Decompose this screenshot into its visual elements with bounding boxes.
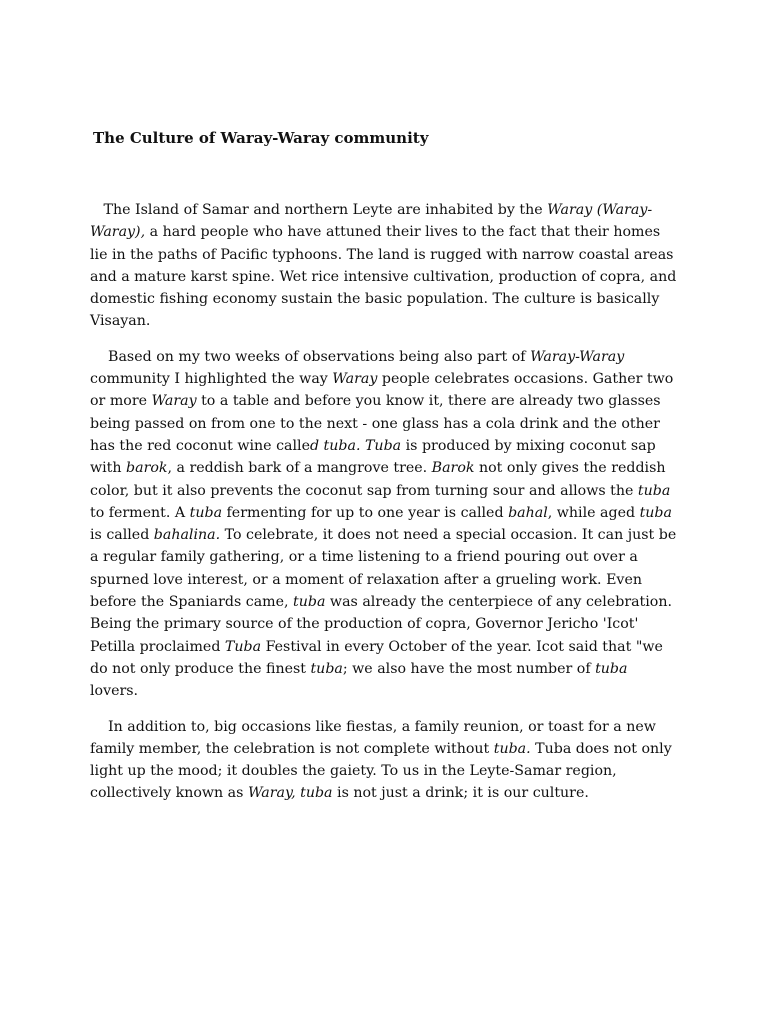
italic-text-run: Waray <box>151 393 197 410</box>
paragraph-indent <box>90 349 108 365</box>
italic-text-run: bahal <box>508 504 548 521</box>
paragraph-indent <box>90 202 104 218</box>
text-run: Festival in every October of the year. Icot said that "we do not only produce the finest <box>90 638 663 677</box>
italic-text-run: tuba. <box>493 740 531 757</box>
text-run: is not just a drink; it is our culture. <box>332 785 589 802</box>
text-run: The Island of Samar and northern Leyte are inhabited by the <box>103 202 548 218</box>
text-run: not only gives the reddish color, but it also prevents the coconut sap from turning sour and allows the <box>90 460 666 499</box>
text-run: , while aged <box>547 504 640 521</box>
italic-text-run: Waray (Waray-Waray), <box>90 202 653 241</box>
italic-text-run: tuba <box>595 660 628 677</box>
italic-text-run: bahalina. <box>153 527 221 544</box>
text-run: to ferment. A <box>90 504 190 521</box>
italic-text-run: tuba <box>639 504 672 521</box>
text-run: To celebrate, it does not need a special occasion. It can just be a regular family gathering, or a time listening to a friend pouring out over a spurned love interest, or a moment of relaxation after a grueling work. Even before the Spaniards came, <box>90 527 677 611</box>
text-run: to a table and before you know it, there are already two glasses being passed on from one to the next - one glass has a cola drink and the other has the red coconut wine calle <box>90 393 661 454</box>
text-run: , a reddish bark of a mangrove tree. <box>167 460 432 477</box>
text-run: lovers. <box>90 683 139 700</box>
paragraph-3 <box>90 716 680 805</box>
italic-text-run: tuba <box>637 482 671 499</box>
text-run: a hard people who have attuned their lives to the fact that their homes lie in the paths of Pacific typhoons. The land is rugged with narrow coastal areas and a mature karst spine. Wet rice intensive cultivation, production of copra, and domestic fishing economy sustain the basic population. The culture is basically Visayan. <box>90 224 677 330</box>
paragraph-1 <box>90 199 680 333</box>
document-body <box>90 199 680 818</box>
text-run: is called <box>90 527 154 544</box>
italic-text-run: d tuba. <box>309 437 361 454</box>
italic-text-run: barok <box>126 460 168 477</box>
italic-text-run: Waray, tuba <box>247 785 333 802</box>
text-run: Based on my two weeks of observations being also part of <box>108 348 531 365</box>
text-run: Tuba does not only light up the mood; it doubles the gaiety. To us in the Leyte-Samar region, collectively known as <box>90 740 672 802</box>
italic-text-run: Tuba <box>364 437 402 454</box>
italic-text-run: Barok <box>431 460 475 477</box>
italic-text-run: Waray-Waray <box>530 348 625 365</box>
text-run: ; we also have the most number of <box>342 660 596 677</box>
text-run: In addition to, big occasions like fiestas, a family reunion, or toast for a new family member, the celebration is not complete without <box>90 718 656 757</box>
text-run: community I highlighted the way <box>90 371 333 388</box>
paragraph-indent <box>90 719 108 735</box>
document-title: The Culture of Waray-Waray community <box>93 129 429 147</box>
italic-text-run: tuba <box>189 504 223 521</box>
text-run: people celebrates occasions. Gather two or more <box>90 371 674 410</box>
italic-text-run: tuba <box>310 660 343 677</box>
text-run: fermenting for up to one year is called <box>222 504 509 521</box>
italic-text-run: Waray <box>332 371 378 388</box>
text-run: was already the centerpiece of any celebration. Being the primary source of the production of copra, Governor Jericho 'Icot' Petilla proclaimed <box>90 594 672 655</box>
paragraph-2 <box>90 346 680 703</box>
italic-text-run: tuba <box>293 594 326 611</box>
italic-text-run: Tuba <box>224 638 262 655</box>
text-run: is produced by mixing coconut sap with <box>90 437 656 477</box>
